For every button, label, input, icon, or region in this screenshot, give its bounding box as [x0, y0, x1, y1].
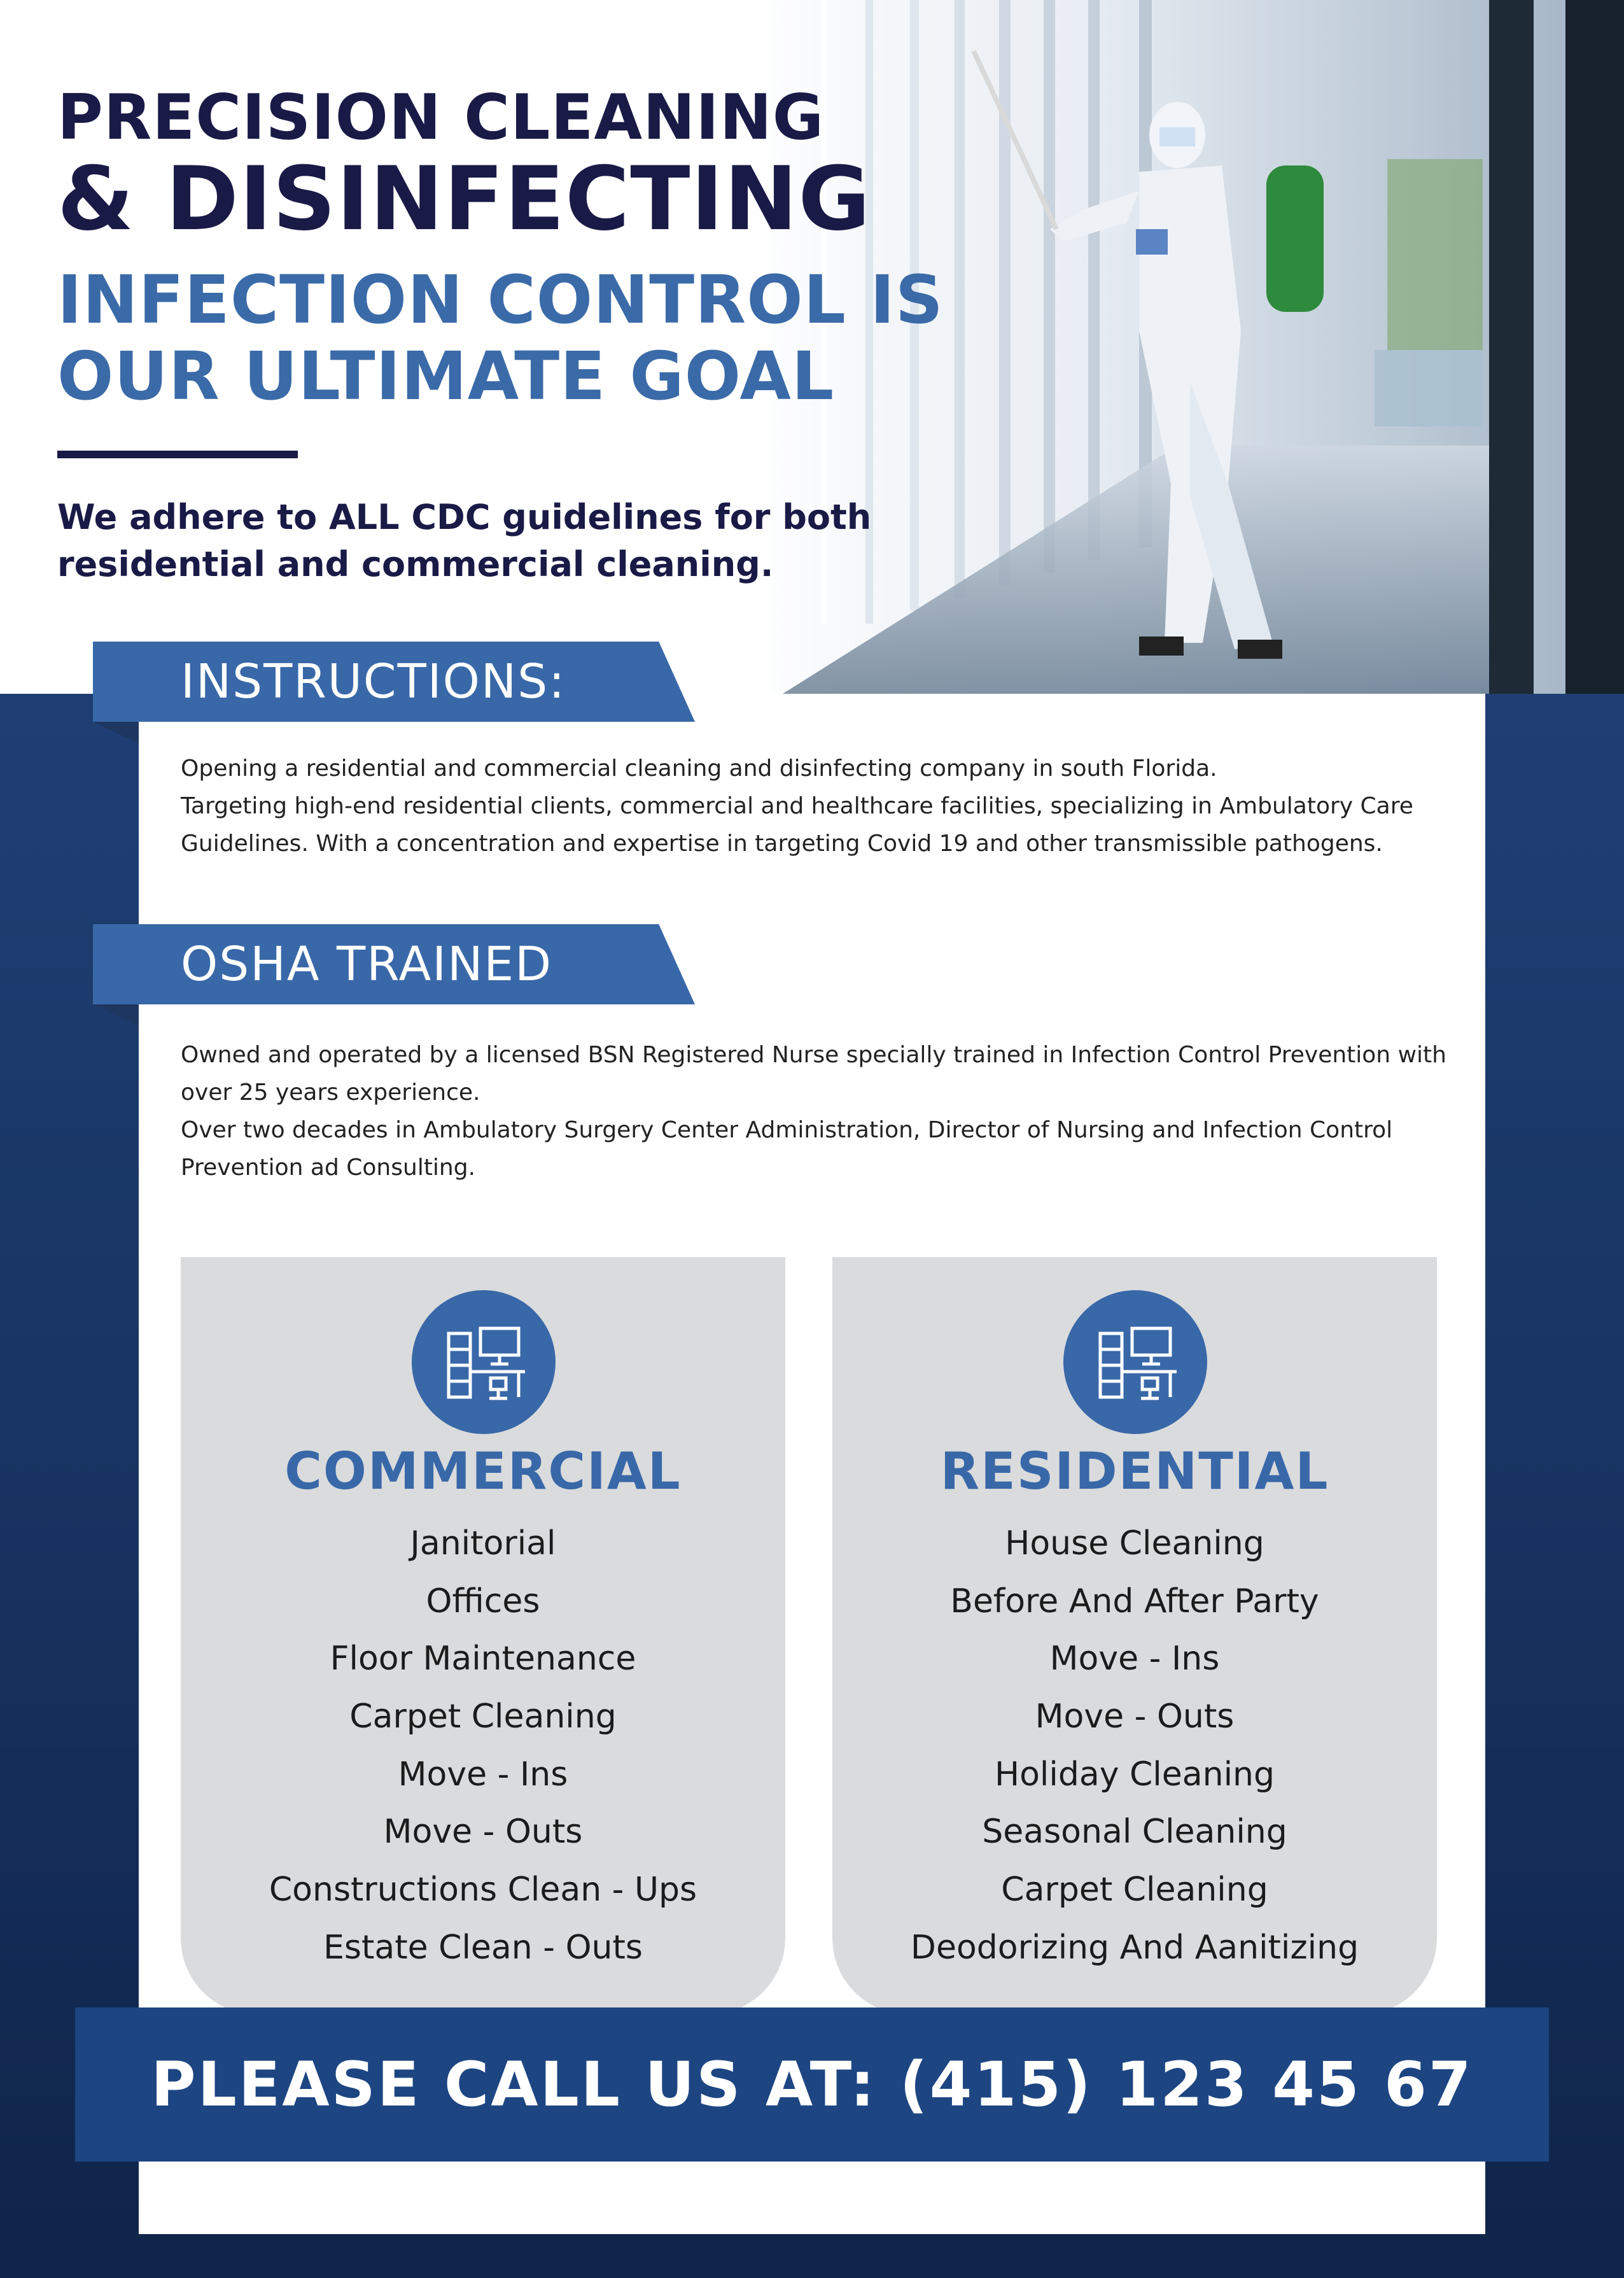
list-item: Move - Ins — [1049, 1640, 1220, 1678]
title-line-1: PRECISION CLEANING — [57, 81, 825, 154]
list-item: Move - Outs — [383, 1813, 583, 1852]
instructions-heading: INSTRUCTIONS: — [181, 654, 566, 709]
list-item: Seasonal Cleaning — [982, 1813, 1287, 1852]
call-text: PLEASE CALL US AT: (415) 123 45 67 — [151, 2049, 1473, 2120]
list-item: Move - Ins — [398, 1755, 568, 1794]
osha-paragraph: Owned and operated by a licensed BSN Registered Nurse specially trained in Infection Control Prevention with over 25 years experience. — [181, 1042, 1446, 1106]
residential-panel — [832, 1257, 1437, 2014]
residential-title: RESIDENTIAL — [940, 1442, 1329, 1501]
list-item: Holiday Cleaning — [995, 1755, 1275, 1794]
list-item: Janitorial — [410, 1524, 556, 1563]
list-item: Before And After Party — [950, 1582, 1319, 1621]
list-item: House Cleaning — [1005, 1524, 1264, 1563]
residential-list — [832, 1515, 1437, 1977]
commercial-title: COMMERCIAL — [284, 1442, 682, 1501]
hero-photo — [783, 0, 1624, 694]
instructions-paragraph: Opening a residential and commercial cleaning and disinfecting company in south Florida. — [181, 756, 1217, 782]
list-item: Move - Outs — [1035, 1698, 1235, 1736]
list-item: Carpet Cleaning — [349, 1698, 617, 1736]
osha-heading: OSHA TRAINED — [181, 937, 553, 992]
title-line-2: & DISINFECTING — [57, 148, 871, 250]
workstation-icon — [1063, 1290, 1207, 1434]
osha-paragraph: Over two decades in Ambulatory Surgery Center Administration, Director of Nursing and Infection Control Prevention ad Consulting. — [181, 1117, 1393, 1181]
list-item: Constructions Clean - Ups — [269, 1871, 697, 1909]
list-item: Carpet Cleaning — [1001, 1871, 1268, 1909]
commercial-panel — [181, 1257, 785, 2014]
tagline: We adhere to ALL CDC guidelines for both residential and commercial cleaning. — [57, 497, 872, 584]
title-divider — [57, 451, 298, 458]
list-item: Floor Maintenance — [330, 1640, 636, 1678]
list-item: Estate Clean - Outs — [323, 1928, 643, 1967]
workstation-icon — [412, 1290, 556, 1434]
instructions-paragraph: Targeting high-end residential clients, commercial and healthcare facilities, specializing in Ambulatory Care Guidelines. With a concentration and expertise in targeting Covid 19 and other transmissible pathogens. — [181, 793, 1413, 857]
subtitle-line-1: INFECTION CONTROL IS — [57, 261, 944, 339]
list-item: Offices — [426, 1582, 540, 1621]
commercial-list — [181, 1515, 785, 1977]
subtitle-line-2: OUR ULTIMATE GOAL — [57, 337, 835, 415]
list-item: Deodorizing And Aanitizing — [910, 1928, 1359, 1967]
call-banner — [75, 2007, 1549, 2162]
